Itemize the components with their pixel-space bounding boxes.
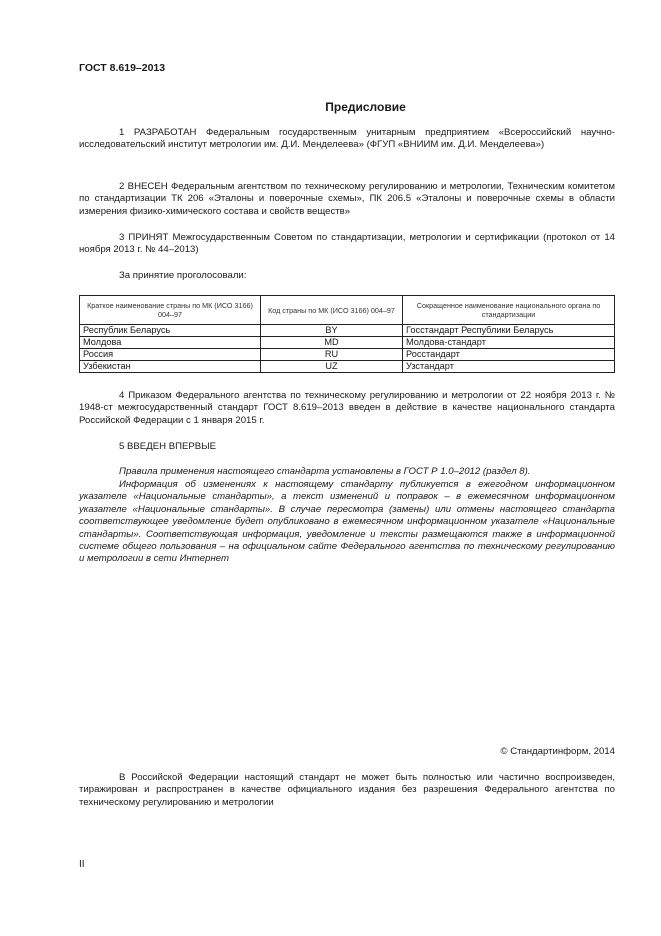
paragraph-developed-by: 1 РАЗРАБОТАН Федеральным государственным унитарным предприятием «Всероссийский научно-исследовательский институт метрологии им. Д.И. Менделеева» (ФГУП «ВНИИМ им. Д.И. Менделеева») — [79, 127, 615, 151]
cell-country: Узбекистан — [80, 361, 261, 373]
cell-code: BY — [261, 325, 403, 337]
column-header-country: Краткое наименование страны по МК (ИСО 3166) 004–97 — [80, 296, 261, 325]
paragraph-introduced-by: 2 ВНЕСЕН Федеральным агентством по техническому регулированию и метрологии, Техническим комитетом по стандартизации ТК 206 «Эталоны и поверочные схемы», ПК 206.5 «Эталоны и поверочные схемы в области измерения физико-химического состава и свойств веществ» — [79, 181, 615, 217]
paragraph-enacted-by: 4 Приказом Федерального агентства по техническому регулированию и метрологии от 22 ноября 2013 г. № 1948-ст межгосударственный стандарт ГОСТ 8.619–2013 введен в действие в качестве национального стандарта Российской Федерации с 1 января 2015 г. — [79, 390, 615, 426]
cell-country: Россия — [80, 349, 261, 361]
cell-code: MD — [261, 337, 403, 349]
page-number: II — [79, 859, 85, 870]
paragraph-adopted-by: 3 ПРИНЯТ Межгосударственным Советом по стандартизации, метрологии и сертификации (протокол от 14 ноября 2013 г. № 44–2013) — [79, 232, 615, 256]
vote-label: За принятие проголосовали: — [119, 270, 247, 281]
table-row — [80, 349, 615, 361]
cell-standards-body: Молдова-стандарт — [403, 337, 615, 349]
column-header-code: Код страны по МК (ИСО 3166) 004–97 — [261, 296, 403, 325]
cell-code: UZ — [261, 361, 403, 373]
paragraph-first-introduced: 5 ВВЕДЕН ВПЕРВЫЕ — [119, 441, 217, 452]
paragraph-change-information: Информация об изменениях к настоящему стандарту публикуется в ежегодном информационном указателе «Национальные стандарты», а текст изменений и поправок – в ежемесячном информационном указателе «Национальные стандарты». В случае пересмотра (замены) или отмены настоящего стандарта соответствующее уведомление будет опубликовано в ежемесячном информационном указателе «Национальные стандарты». Соответствующая информация, уведомление и тексты размещаются также в информационной системе общего пользования – на официальном сайте Федерального агентства по техническому регулированию и метрологии в сети Интернет — [79, 479, 615, 565]
table-row — [80, 325, 615, 337]
copyright-notice: © Стандартинформ, 2014 — [500, 746, 615, 757]
column-header-standards-body: Сокращенное наименование национального органа по стандартизации — [403, 296, 615, 325]
cell-standards-body: Госстандарт Республики Беларусь — [403, 325, 615, 337]
table-row — [80, 361, 615, 373]
reproduction-notice: В Российской Федерации настоящий стандарт не может быть полностью или частично воспроизведен, тиражирован и распространен в качестве официального издания без разрешения Федерального агентства по техническому регулированию и метрологии — [79, 772, 615, 808]
document-code: ГОСТ 8.619–2013 — [79, 62, 166, 74]
cell-country: Республик Беларусь — [80, 325, 261, 337]
cell-standards-body: Росстандарт — [403, 349, 615, 361]
paragraph-application-rules: Правила применения настоящего стандарта установлены в ГОСТ Р 1.0–2012 (раздел 8). — [119, 466, 531, 477]
cell-code: RU — [261, 349, 403, 361]
table-row — [80, 337, 615, 349]
cell-country: Молдова — [80, 337, 261, 349]
table-header-row — [80, 296, 615, 325]
voting-countries-table — [79, 295, 615, 373]
cell-standards-body: Узстандарт — [403, 361, 615, 373]
page-title: Предисловие — [325, 100, 406, 114]
